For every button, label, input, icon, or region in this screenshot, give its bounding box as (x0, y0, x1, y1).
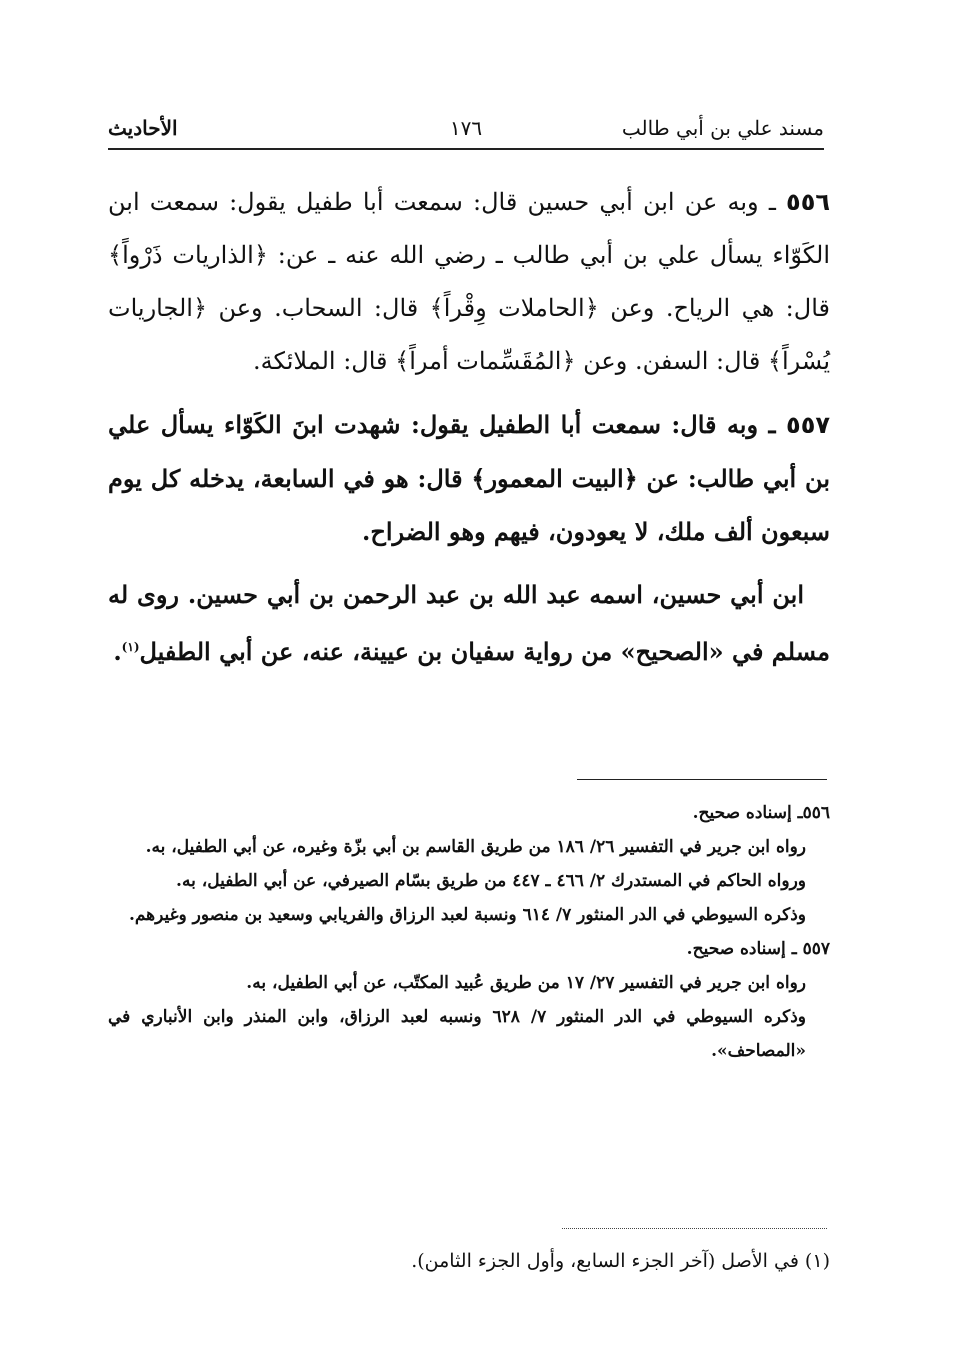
commentary-end: . (113, 637, 122, 666)
commentary-text: ابن أبي حسين، اسمه عبد الله بن عبد الرحمن بن أبي حسين. روى له مسلم في «الصحيح» من رواية سفيان بن عيينة، عنه، عن أبي الطفيل (108, 580, 830, 666)
book-title: مسند علي بن أبي طالب (621, 116, 824, 140)
note-557-heading: ٥٥٧ ـ إسناده صحيح. (686, 939, 830, 959)
hadith-556 (108, 176, 830, 388)
hadith-text: ـ وبه عن ابن أبي حسين قال: سمعت أبا طفيل يقول: سمعت ابن الكَوّاء يسأل علي بن أبي طالب ـ رضي الله عنه ـ عن: ﴿الذاريات ذَرْواً﴾ قال: هي الرياح. وعن ﴿الحاملات وِقْراً﴾ قال: السحاب. وعن ﴿الجاريات يُسْراً﴾ قال: السفن. وعن ﴿المُقَسِّمات أمراً﴾ قال: الملائكة. (108, 188, 830, 375)
note-556-heading: ٥٥٦ـ إسناده صحيح. (692, 803, 830, 823)
page-number: ١٧٦ (449, 116, 483, 140)
note-line: ورواه الحاكم في المستدرك ٢/ ٤٦٦ ـ ٤٤٧ من طريق بسّام الصيرفي، عن أبي الطفيل، به. (176, 871, 806, 891)
footnote (108, 1244, 830, 1278)
note-line: رواه ابن جرير في التفسير ٢٧/ ١٧ من طريق عُبيد المكتّب، عن أبي الطفيل، به. (246, 973, 806, 993)
note-line: وذكره السيوطي في الدر المنثور ٧/ ٦١٤ ونسبة لعبد الرزاق والفريابي وسعيد بن منصور وغيرهم. (128, 905, 806, 925)
section-title: الأحاديث (108, 116, 178, 140)
footnote-separator (577, 779, 827, 780)
note-line: وذكره السيوطي في الدر المنثور ٧/ ٦٢٨ ونسبه لعبد الرزاق، وابن المنذر وابن الأنباري في «المصاحف». (108, 1007, 807, 1061)
footnote-text: (١) في الأصل (آخر الجزء السابع، وأول الجزء الثامن). (411, 1250, 830, 1272)
takhrij-notes (108, 796, 830, 1068)
footnote-reference: (١) (121, 640, 140, 654)
note-line: رواه ابن جرير في التفسير ٢٦/ ١٨٦ من طريق القاسم بن أبي بزّة وغيره، عن أبي الطفيل، به. (145, 837, 806, 857)
hadith-text: ـ وبه قال: سمعت أبا الطفيل يقول: شهدت ابنَ الكَوّاء يسأل علي بن أبي طالب: عن ﴿البيت المعمور﴾ قال: هو في السابعة، يدخله كل يوم سبعون ألف ملك، لا يعودون، فيهم وهو الضراح. (108, 410, 830, 546)
hadith-557 (108, 398, 830, 558)
hadith-number: ٥٥٦ (786, 188, 830, 216)
commentary-paragraph (108, 568, 830, 678)
footnote-separator-dotted (562, 1228, 827, 1229)
hadith-number: ٥٥٧ (786, 411, 830, 439)
page-header (108, 112, 824, 150)
main-text (108, 176, 830, 678)
